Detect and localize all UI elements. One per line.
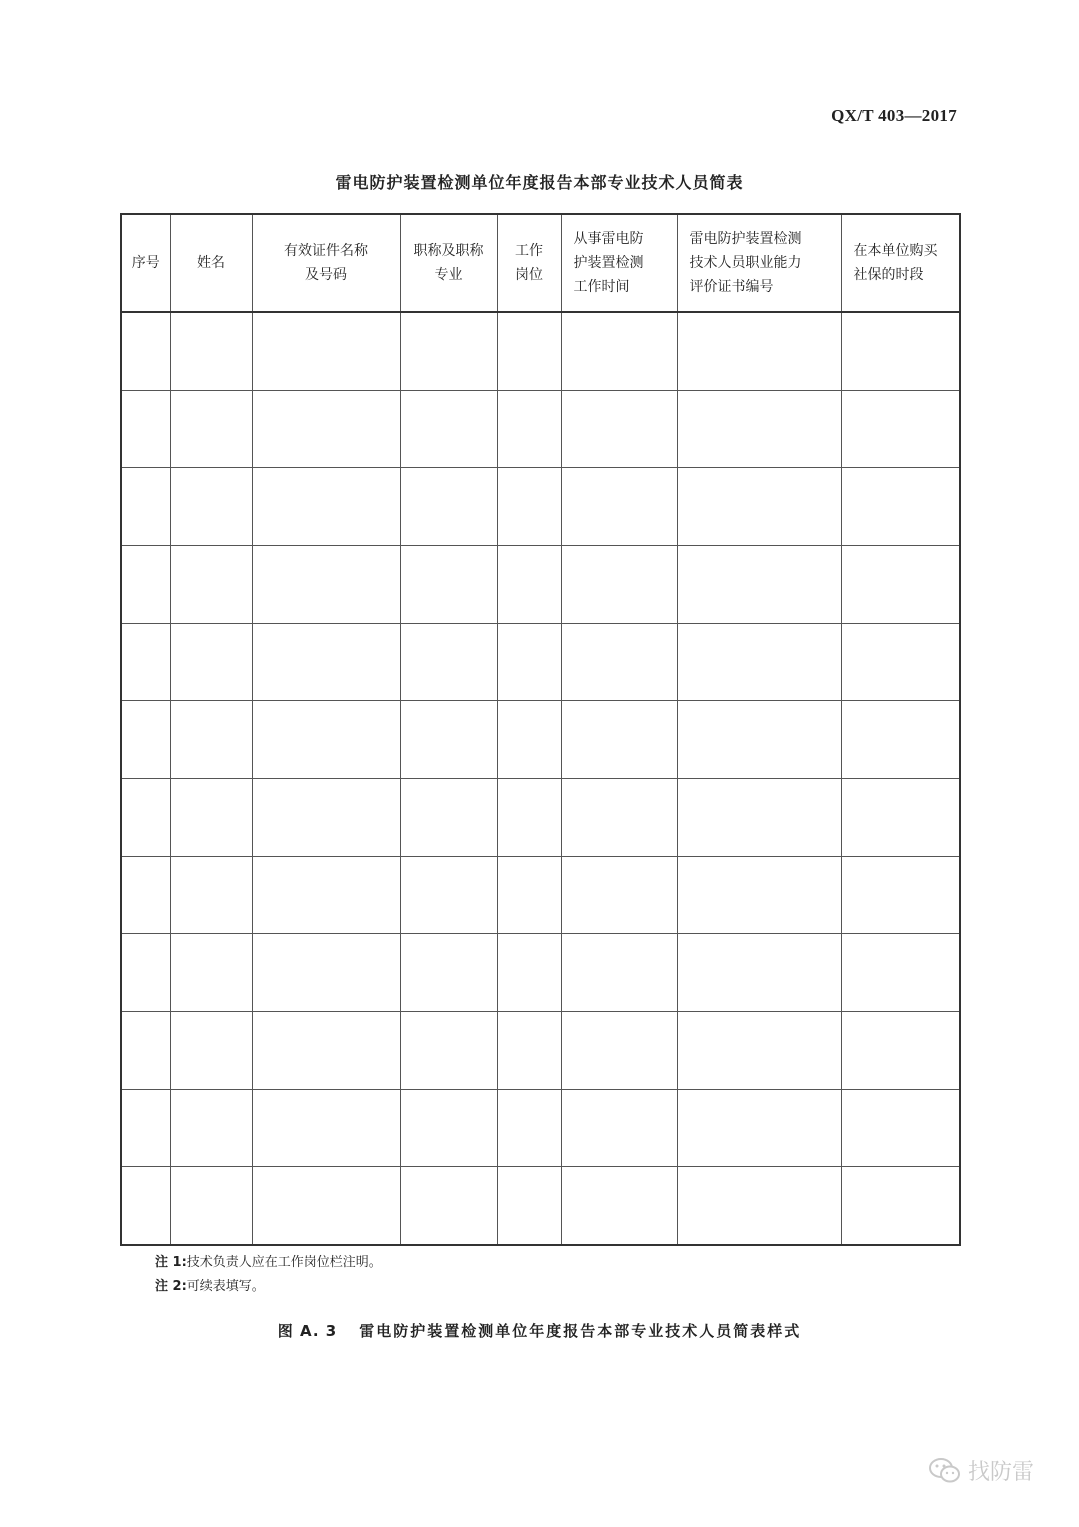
table-cell xyxy=(121,623,170,701)
table-cell xyxy=(841,623,960,701)
table-cell xyxy=(252,623,400,701)
header-line: 姓名 xyxy=(197,255,225,271)
table-cell xyxy=(170,545,252,623)
table-cell xyxy=(561,390,677,468)
header-line: 技术人员职业能力 xyxy=(689,255,802,271)
notes xyxy=(155,1251,382,1299)
note-label: 注 1: xyxy=(155,1255,187,1270)
table-cell xyxy=(677,778,841,856)
table-cell xyxy=(121,701,170,779)
col-header-name xyxy=(170,214,252,312)
table-cell xyxy=(170,934,252,1012)
table-cell xyxy=(561,312,677,390)
table-cell xyxy=(677,545,841,623)
table-row xyxy=(121,1011,960,1089)
table-cell xyxy=(400,545,497,623)
table-title: 雷电防护装置检测单位年度报告本部专业技术人员简表 xyxy=(335,173,744,192)
table-cell xyxy=(400,701,497,779)
table-cell xyxy=(497,1167,561,1245)
table-cell xyxy=(121,468,170,546)
table-cell xyxy=(400,1011,497,1089)
table-cell xyxy=(561,856,677,934)
note-label: 注 2: xyxy=(155,1279,187,1294)
table-cell xyxy=(252,778,400,856)
standard-code: QX/T 403—2017 xyxy=(831,106,957,125)
table-cell xyxy=(170,312,252,390)
table-cell xyxy=(561,1089,677,1167)
table-cell xyxy=(677,856,841,934)
header-line: 工作时间 xyxy=(573,279,630,295)
table-cell xyxy=(841,545,960,623)
table-cell xyxy=(677,1167,841,1245)
col-header-position xyxy=(497,214,561,312)
table-cell xyxy=(170,856,252,934)
table-cell xyxy=(252,1167,400,1245)
table-cell xyxy=(497,545,561,623)
table-cell xyxy=(841,468,960,546)
table-cell xyxy=(170,468,252,546)
table-cell xyxy=(252,1089,400,1167)
table-cell xyxy=(841,1167,960,1245)
table-cell xyxy=(252,390,400,468)
table-cell xyxy=(561,545,677,623)
header-line: 社保的时段 xyxy=(853,267,924,283)
table-cell xyxy=(121,545,170,623)
table-cell xyxy=(497,468,561,546)
table-cell xyxy=(252,468,400,546)
header-line: 及号码 xyxy=(305,267,347,283)
col-header-title-major xyxy=(400,214,497,312)
table-cell xyxy=(841,1011,960,1089)
table-cell xyxy=(400,1167,497,1245)
table-cell xyxy=(497,1011,561,1089)
header-line: 在本单位购买 xyxy=(853,243,938,259)
table-cell xyxy=(252,545,400,623)
table-cell xyxy=(121,390,170,468)
watermark-text: 找防雷 xyxy=(968,1460,1035,1485)
table-cell xyxy=(561,1167,677,1245)
header-line: 护装置检测 xyxy=(573,255,644,271)
table-row xyxy=(121,312,960,390)
table-cell xyxy=(400,390,497,468)
table-cell xyxy=(400,468,497,546)
table-cell xyxy=(841,390,960,468)
note-2 xyxy=(155,1275,382,1299)
table-row xyxy=(121,390,960,468)
table-cell xyxy=(677,468,841,546)
table-cell xyxy=(497,778,561,856)
table-cell xyxy=(121,1167,170,1245)
wechat-icon xyxy=(928,1457,962,1485)
col-header-id-document xyxy=(252,214,400,312)
table-cell xyxy=(400,934,497,1012)
table-cell xyxy=(677,312,841,390)
table-cell xyxy=(841,934,960,1012)
table-row xyxy=(121,1089,960,1167)
table-cell xyxy=(400,856,497,934)
table-cell xyxy=(561,623,677,701)
header-line: 职称及职称 xyxy=(413,243,484,259)
header-line: 评价证书编号 xyxy=(689,279,774,295)
table-cell xyxy=(677,623,841,701)
col-header-certificate-no xyxy=(677,214,841,312)
col-header-work-duration xyxy=(561,214,677,312)
table-cell xyxy=(121,1011,170,1089)
table-cell xyxy=(170,778,252,856)
table-cell xyxy=(400,778,497,856)
table-cell xyxy=(561,1011,677,1089)
note-text: 可续表填写。 xyxy=(186,1279,265,1294)
table-cell xyxy=(170,1089,252,1167)
header-row xyxy=(121,214,960,312)
table-row xyxy=(121,623,960,701)
table-cell xyxy=(252,312,400,390)
table-body xyxy=(121,312,960,1245)
figure-caption xyxy=(0,1320,1079,1341)
table-cell xyxy=(170,701,252,779)
figure-caption-text: 雷电防护装置检测单位年度报告本部专业技术人员简表样式 xyxy=(359,1322,802,1340)
figure-number: 图 A. 3 xyxy=(277,1322,338,1340)
table-cell xyxy=(252,1011,400,1089)
col-header-social-insurance xyxy=(841,214,960,312)
table-cell xyxy=(841,778,960,856)
table-row xyxy=(121,934,960,1012)
table-cell xyxy=(252,934,400,1012)
table-cell xyxy=(561,701,677,779)
table-cell xyxy=(561,778,677,856)
table-cell xyxy=(497,934,561,1012)
header-line: 有效证件名称 xyxy=(284,243,368,259)
table-row xyxy=(121,468,960,546)
table-cell xyxy=(497,856,561,934)
table-cell xyxy=(497,1089,561,1167)
header-line: 专业 xyxy=(434,267,463,283)
table-cell xyxy=(841,701,960,779)
staff-table xyxy=(120,213,961,1246)
table-cell xyxy=(497,623,561,701)
table-cell xyxy=(497,312,561,390)
table-cell xyxy=(170,390,252,468)
table-cell xyxy=(841,1089,960,1167)
header-line: 从事雷电防 xyxy=(573,231,644,247)
table-cell xyxy=(561,934,677,1012)
header-line: 岗位 xyxy=(515,267,543,283)
table-cell xyxy=(400,623,497,701)
table-cell xyxy=(121,856,170,934)
table-cell xyxy=(497,701,561,779)
header-line: 工作 xyxy=(515,243,543,259)
table-cell xyxy=(170,1011,252,1089)
note-text: 技术负责人应在工作岗位栏注明。 xyxy=(186,1255,382,1270)
note-1 xyxy=(155,1251,382,1275)
watermark xyxy=(928,1455,1034,1486)
table-row xyxy=(121,701,960,779)
table-row xyxy=(121,778,960,856)
table-cell xyxy=(677,701,841,779)
table-cell xyxy=(121,778,170,856)
table-row xyxy=(121,1167,960,1245)
table-cell xyxy=(400,1089,497,1167)
col-header-seq xyxy=(121,214,170,312)
table-row xyxy=(121,856,960,934)
table-row xyxy=(121,545,960,623)
table-cell xyxy=(677,390,841,468)
table-cell xyxy=(677,934,841,1012)
header-line: 序号 xyxy=(131,255,160,271)
table-cell xyxy=(170,623,252,701)
table-cell xyxy=(841,856,960,934)
table-cell xyxy=(677,1089,841,1167)
table-cell xyxy=(121,1089,170,1167)
table-cell xyxy=(121,934,170,1012)
table-cell xyxy=(561,468,677,546)
table-cell xyxy=(497,390,561,468)
table-cell xyxy=(170,1167,252,1245)
table-cell xyxy=(841,312,960,390)
table-cell xyxy=(121,312,170,390)
header-line: 雷电防护装置检测 xyxy=(689,231,802,247)
table-cell xyxy=(252,856,400,934)
table-cell xyxy=(400,312,497,390)
table-cell xyxy=(252,701,400,779)
table-cell xyxy=(677,1011,841,1089)
